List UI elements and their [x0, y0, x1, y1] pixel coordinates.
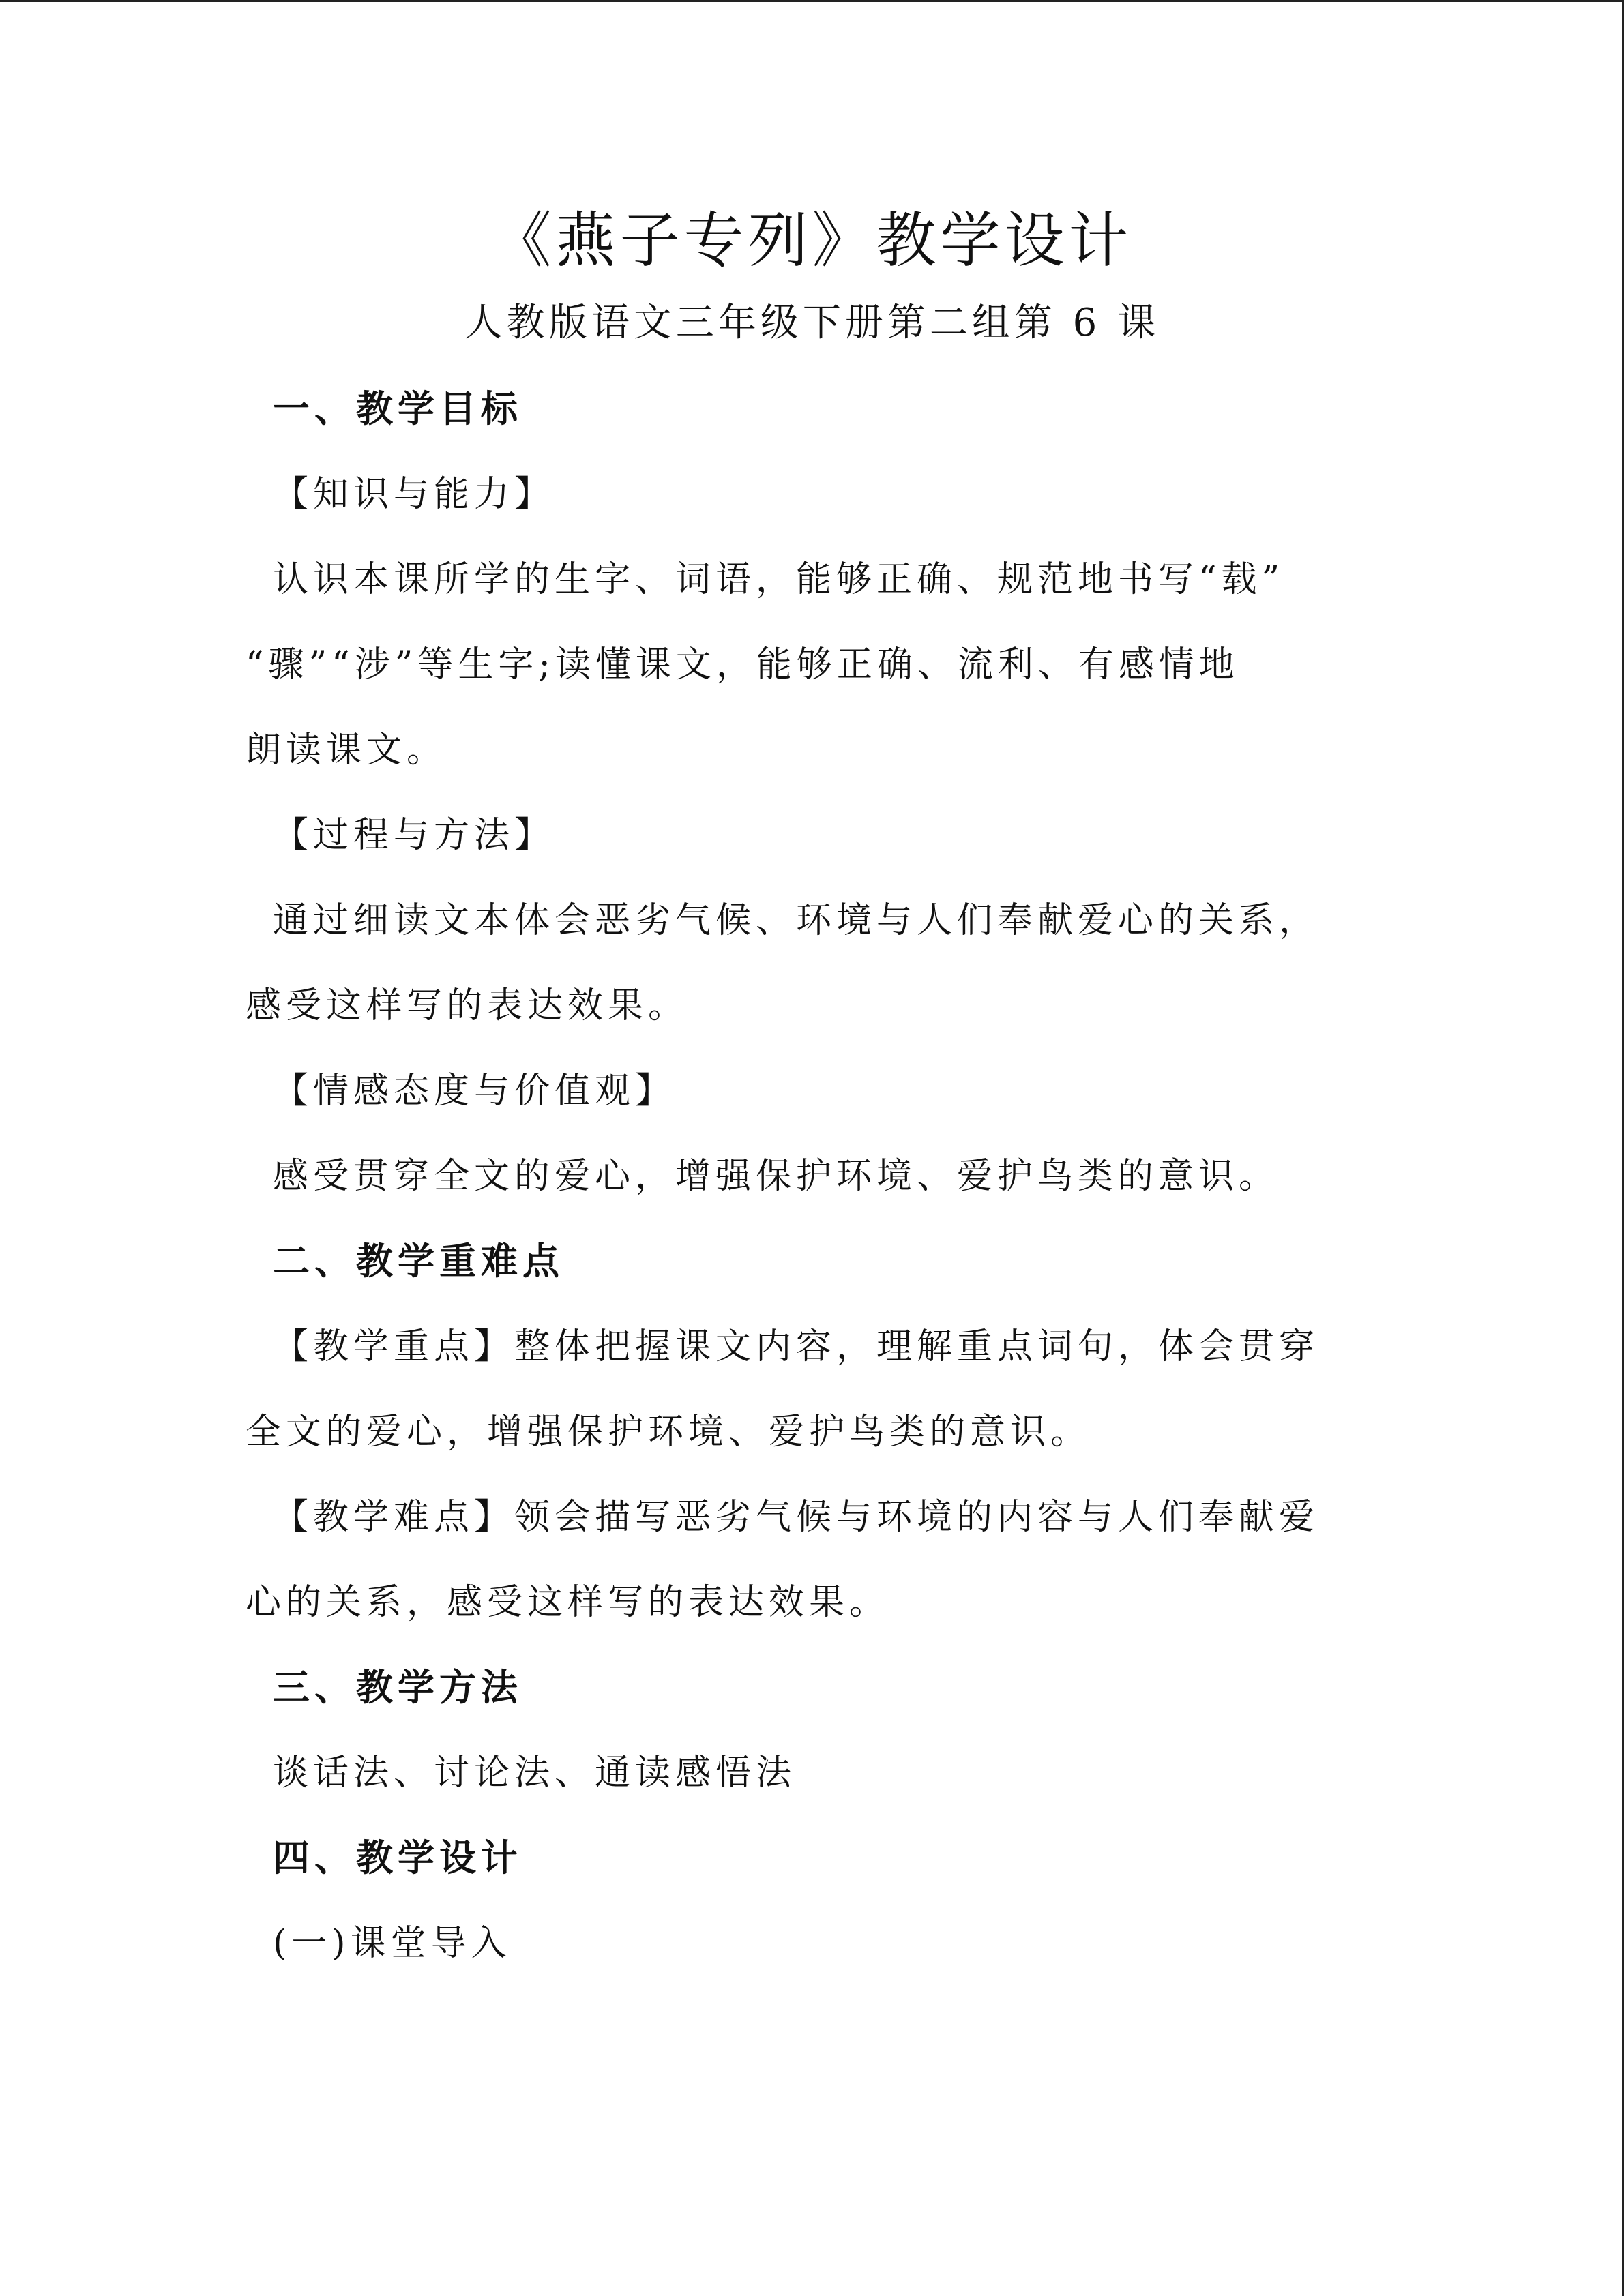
- knowledge-text-line-3: 朗读课文。: [246, 730, 447, 771]
- knowledge-text-line-1: 认识本课所学的生字、词语，能够正确、规范地书写“载”: [273, 559, 1285, 600]
- knowledge-label: 【知识与能力】: [273, 474, 555, 515]
- document-subtitle: 人教版语文三年级下册第二组第 6 课: [464, 301, 1160, 345]
- process-label: 【过程与方法】: [273, 815, 555, 856]
- section-heading-key-points: 二、教学重难点: [273, 1240, 564, 1283]
- methods-text: 谈话法、讨论法、通读感悟法: [273, 1753, 797, 1793]
- design-step-1: (一)课堂导入: [273, 1923, 512, 1964]
- section-heading-methods: 三、教学方法: [273, 1666, 522, 1709]
- process-text-line-2: 感受这样写的表达效果。: [246, 985, 689, 1026]
- knowledge-text-line-2: “骤”“涉”等生字;读懂课文，能够正确、流利、有感情地: [246, 644, 1239, 685]
- process-text-line-1: 通过细读文本体会恶劣气候、环境与人们奉献爱心的关系，: [273, 900, 1320, 941]
- document-title: 《燕子专列》教学设计: [491, 205, 1133, 275]
- key-point-line-2: 全文的爱心，增强保护环境、爱护鸟类的意识。: [246, 1412, 1091, 1452]
- emotion-text-line-1: 感受贯穿全文的爱心，增强保护环境、爱护鸟类的意识。: [273, 1156, 1280, 1197]
- emotion-label: 【情感态度与价值观】: [273, 1071, 676, 1112]
- difficult-point-line-2: 心的关系，感受这样写的表达效果。: [246, 1582, 890, 1623]
- section-heading-design: 四、教学设计: [273, 1836, 522, 1879]
- section-heading-objectives: 一、教学目标: [273, 387, 522, 430]
- difficult-point-line-1: 【教学难点】领会描写恶劣气候与环境的内容与人们奉献爱: [273, 1497, 1320, 1538]
- key-point-line-1: 【教学重点】整体把握课文内容，理解重点词句，体会贯穿: [273, 1326, 1320, 1367]
